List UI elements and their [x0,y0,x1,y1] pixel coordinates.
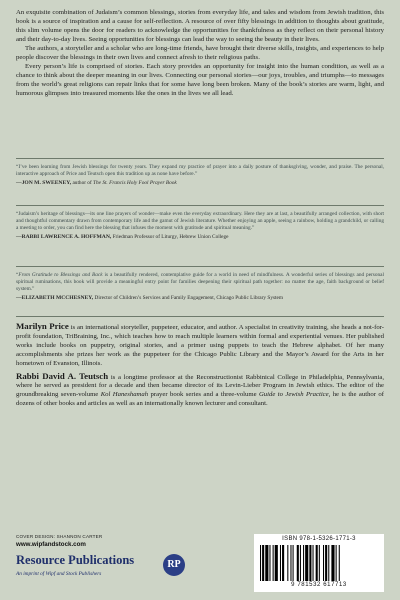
endorsement-attribution [16,234,384,241]
barcode-bar [336,545,337,581]
endorsement-mcchesney [16,272,384,302]
endorser-name: —RABBI LAWRENCE A. HOFFMAN, [16,234,112,240]
divider [16,158,384,159]
barcode-bar [339,545,340,581]
endorser-title: Director of Children’s Services and Family Engagement, Chicago Public Library System [93,295,283,301]
endorsement-attribution [16,295,384,302]
endorsement-quote: “From Gratitude to Blessings and Back is a beautifully rendered, contemplative guide for a world in need of mindfulness. A wonderful series of blessings and personal spiritual ruminations, this book will provide a meaningful entry point for families deepening their spiritual path together: no matter the age, faith background or belief system.” [16,272,384,292]
barcode-number: 9 781532 617713 [291,582,347,588]
endorsement-quote: “Judaism’s heritage of blessings—its one line prayers of wonder—make even the everyday extraordinary. Here they are at last, a beautifully arranged collection, with short and thoughtful commentary drawn from contemporary life and the gamut of Jewish literature. Whether enjoying an apple, seeing a rainbow, holding a grandchild, or calling a meeting to order, you can find here the blessing that infuses the moment with gratitude and spiritual meaning.” [16,211,384,231]
endorser-title: author of [71,180,94,186]
book-description [16,9,384,99]
bio-teutsch: Rabbi David A. Teutsch is a longtime professor at the Reconstructionist Rabbinical College in Philadelphia, Pennsylvania, where he served as president for a decade and then became director of its Levin-Lieber Program in Jewish ethics. The editor of the groundbreaking seven-volume Kol Haneshamah prayer book series and a three-volume Guide to Jewish Practice, he is the author of dozens of other books and articles as well as an internationally known lecturer and consultant. [16,370,384,408]
isbn-text: ISBN 978-1-5326-1771-3 [282,536,356,542]
divider [16,205,384,206]
description-paragraph: An exquisite combination of Judaism’s common blessings, stories from everyday life, and tales and wisdom from Jewish tradition, this book is a source of inspiration and a cause for self-reflection. A resource of over fifty blessings in addition to thoughts about gratitude, this slim volume opens the door for readers to acknowledge the opportunities for thankfulness as they reflect on their personal history and their day-to-day lives. Seeing opportunities for blessings can lead the way to seeing the beauty in their lives. [16,9,384,43]
barcode-bar [297,545,299,581]
barcode-bar [319,545,320,581]
publisher-imprint: An imprint of Wipf and Stock Publishers [16,571,102,577]
description-paragraph: The authors, a storyteller and a scholar who are long-time friends, have brought their diverse skills, insights, and experiences to help people discover the blessings in their own lives and connect afresh to their religious paths. [16,44,384,61]
endorsement-attribution [16,180,384,187]
endorsement-sweeney [16,164,384,187]
barcode-bar [290,545,291,581]
cover-design-credit: COVER DESIGN: SHANNON CARTER [16,534,103,539]
barcode-bar [287,545,288,581]
quoted-book-title: From Gratitude to Blessings and Back [18,272,103,278]
author-name: Marilyn Price [16,321,69,331]
publisher-logo: RP [163,554,185,576]
barcode-bar [316,545,318,581]
barcode-bar [273,545,274,581]
barcode-icon [260,545,378,581]
publisher-block [16,551,206,583]
barcode-bar [313,545,314,581]
bio-price: Marilyn Price is an international storyteller, puppeteer, educator, and author. A specialist in creativity training, she heads a not-for-profit foundation, TriBraining, Inc., which teaches how to reach multiple learners within formal and experiential venues. Her published works include books on puppetry, original stories, and a primer using puppets to teach the Hebrew alphabet. Of her many accomplishments she prizes her work as the puppeteer for the Chicago Public Library and the Mayor’s Award for the Arts in her hometown of Evanston, Illinois. [16,321,385,367]
barcode-bar [303,545,304,581]
barcode-bar [300,545,301,581]
barcode-bar [323,545,324,581]
author-name: Rabbi David A. Teutsch [16,370,109,381]
endorsement-quote: “I’ve been learning from Jewish blessings for twenty years. They expand my practice of prayer into a daily posture of thanksgiving, wonder, and praise. The personal, interactive approach of Price and Teutsch open this tradition up as none have before.” [16,164,384,177]
endorser-book: The St. Francis Holy Fool Prayer Book [93,180,177,186]
divider [16,266,384,267]
barcode-bar [260,545,261,581]
barcode-bar [265,545,268,581]
divider [16,316,384,317]
publisher-name: Resource Publications [16,553,135,567]
barcode-bar [328,545,329,581]
description-paragraph: Every person’s life is comprised of stories. Each story provides an opportunity for insight into the human condition, as well as a chance to think about the deeper meaning in our lives. Connecting our personal stories—our joys, troubles, and triumphs—to messages from the world’s great religions can repair links that for some have long been broken. Many of the book’s stories are warm, light, and humorous glimpses into treasured moments like the ones in the lives we all lead. [16,62,384,97]
author-bios [16,322,384,412]
barcode-bar [269,545,270,581]
endorser-name: —ELIZABETH MCCHESNEY, [16,295,94,301]
publisher-url: www.wipfandstock.com [16,541,86,548]
endorser-name: —JON M. SWEENEY, [16,180,72,186]
endorser-title: Friedman Professor of Liturgy, Hebrew Union College [111,234,229,240]
barcode-bar [280,545,281,581]
barcode-bar [331,545,334,581]
barcode-bar [275,545,278,581]
barcode-bar [282,545,284,581]
barcode-bar [325,545,327,581]
barcode-bar [262,545,264,581]
endorsement-hoffman [16,211,384,241]
barcode-bar [305,545,308,581]
isbn-barcode [254,534,384,592]
barcode-bar [293,545,294,581]
barcode-bar [309,545,311,581]
